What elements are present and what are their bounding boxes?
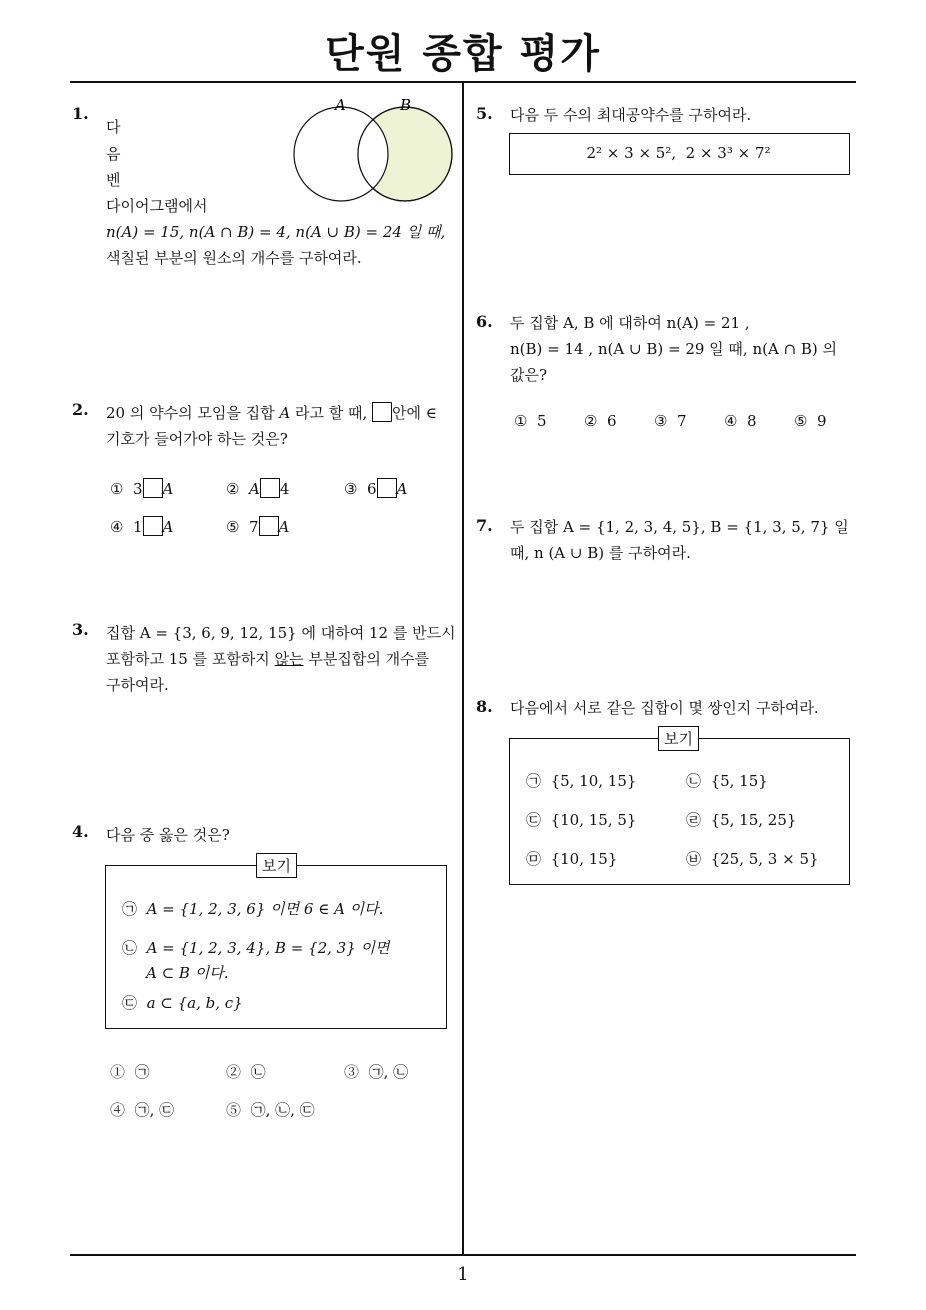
q1-line-0: 다	[106, 118, 121, 136]
q6-option-1[interactable]: ① 5	[514, 412, 547, 430]
answer-box	[372, 402, 392, 422]
q4-bogi-label: 보기	[256, 853, 297, 878]
column-divider	[462, 82, 464, 1255]
q2-line1d: 안에 ∈	[392, 404, 437, 422]
q8-item-2: ㉡ {5, 15}	[686, 772, 768, 790]
q1-line-2: 벤	[106, 171, 121, 189]
q6-option-5[interactable]: ⑤ 9	[794, 412, 827, 430]
q3-line3: 구하여라.	[106, 676, 169, 694]
q4-item-2-cont: A ⊂ B 이다.	[146, 964, 229, 982]
q5-expression: 2² × 3 × 5², 2 × 3³ × 7²	[586, 144, 771, 162]
q6-line3: 값은?	[510, 366, 548, 384]
q2-line1	[106, 400, 437, 426]
q8-item-1: ㉠ {5, 10, 15}	[526, 772, 637, 790]
q1-number: 1.	[72, 104, 89, 123]
q6-option-4[interactable]: ④ 8	[724, 412, 757, 430]
q7-number: 7.	[476, 516, 493, 535]
underlined-word: 않는	[274, 650, 304, 668]
q4-option-2[interactable]: ② ㉡	[226, 1063, 266, 1081]
q4-option-4[interactable]: ④ ㉠, ㉢	[110, 1101, 175, 1119]
answer-box	[260, 478, 280, 498]
q2-option-2[interactable]: ② A 4	[226, 480, 290, 498]
q6-option-2[interactable]: ② 6	[584, 412, 617, 430]
q6-number: 6.	[476, 312, 493, 331]
venn-label-a: A	[335, 96, 346, 114]
venn-diagram	[285, 92, 465, 207]
q1-question: 색칠된 부분의 원소의 개수를 구하여라.	[106, 249, 362, 267]
q1-line-1: 음	[106, 145, 121, 163]
q8-bogi-label: 보기	[658, 726, 699, 751]
q8-item-3: ㉢ {10, 15, 5}	[526, 811, 637, 829]
q1-condition: n(A) = 15, n(A ∩ B) = 4, n(A ∪ B) = 24 일 때,	[106, 223, 446, 241]
q3-line1: 집합 A = {3, 6, 9, 12, 15} 에 대하여 12 를 반드시	[106, 624, 456, 642]
q6-line2: n(B) = 14 , n(A ∪ B) = 29 일 때, n(A ∩ B) 의	[510, 340, 838, 358]
bottom-rule	[70, 1254, 856, 1256]
q4-item-2: ㉡ A = {1, 2, 3, 4}, B = {2, 3} 이면	[122, 939, 390, 957]
q8-question: 다음에서 서로 같은 집합이 몇 쌍인지 구하여라.	[510, 699, 819, 717]
q6-option-3[interactable]: ③ 7	[654, 412, 687, 430]
q7-line1: 두 집합 A = {1, 2, 3, 4, 5}, B = {1, 3, 5, 7} 일	[510, 518, 849, 536]
q2-line1a: 20 의 약수의 모임을 집합	[106, 404, 275, 422]
q4-question: 다음 중 옳은 것은?	[106, 826, 230, 844]
q2-option-5[interactable]: ⑤ 7 A	[226, 518, 290, 536]
q6-line1: 두 집합 A, B 에 대하여 n(A) = 21 ,	[510, 314, 750, 332]
q5-number: 5.	[476, 104, 493, 123]
q8-item-6: ㉥ {25, 5, 3 × 5}	[686, 850, 819, 868]
q2-line1c: 라고 할 때,	[294, 404, 368, 422]
page-title: 단원 종합 평가	[325, 31, 601, 77]
q3-line2: 포함하고 15 를 포함하지 않는 부분집합의 개수를	[106, 650, 430, 668]
q2-option-3[interactable]: ③ 6 A	[344, 480, 408, 498]
q4-option-1[interactable]: ① ㉠	[110, 1063, 150, 1081]
q2-option-1[interactable]: ① 3 A	[110, 480, 174, 498]
q4-item-3: ㉢ a ⊂ {a, b, c}	[122, 994, 243, 1012]
q4-item-1: ㉠ A = {1, 2, 3, 6} 이면 6 ∈ A 이다.	[122, 900, 384, 918]
q3-number: 3.	[72, 620, 89, 639]
venn-label-b: B	[400, 96, 412, 114]
answer-box	[143, 478, 163, 498]
q4-option-5[interactable]: ⑤ ㉠, ㉡, ㉢	[226, 1101, 315, 1119]
q2-number: 2.	[72, 400, 89, 419]
q8-item-4: ㉣ {5, 15, 25}	[686, 811, 797, 829]
q2-line2: 기호가 들어가야 하는 것은?	[106, 430, 288, 448]
answer-box	[143, 516, 163, 536]
page-number: 1	[457, 1264, 469, 1285]
answer-box	[259, 516, 279, 536]
q1-line-3: 다이어그램에서	[106, 197, 208, 215]
q5-question: 다음 두 수의 최대공약수를 구하여라.	[510, 106, 752, 124]
q7-line2: 때, n (A ∪ B) 를 구하여라.	[510, 544, 691, 562]
q4-number: 4.	[72, 822, 89, 841]
q8-item-5: ㉤ {10, 15}	[526, 850, 618, 868]
q8-number: 8.	[476, 697, 493, 716]
answer-box	[377, 478, 397, 498]
q2-option-4[interactable]: ④ 1 A	[110, 518, 174, 536]
q2-line1b: A	[279, 404, 291, 422]
q4-option-3[interactable]: ③ ㉠, ㉡	[344, 1063, 409, 1081]
